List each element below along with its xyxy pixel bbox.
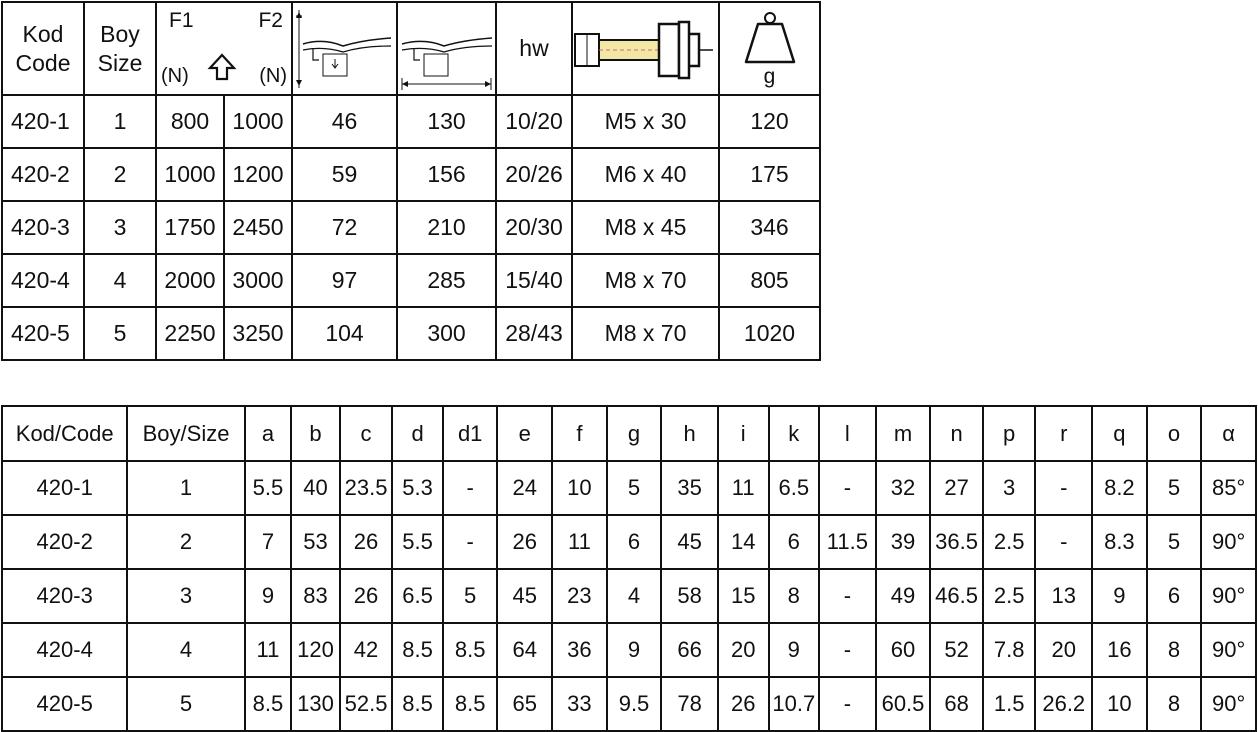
- table-cell: 10: [1092, 677, 1147, 731]
- table-cell: 40: [291, 461, 340, 515]
- table-cell: 11: [552, 515, 607, 569]
- table-cell: 800: [156, 95, 224, 148]
- table-cell: 45: [497, 569, 552, 623]
- table-cell: 85°: [1201, 461, 1256, 515]
- table-cell: 11: [718, 461, 769, 515]
- header-kod-code: [2, 2, 84, 95]
- column-header: d: [392, 406, 443, 461]
- table-cell: 1200: [224, 148, 292, 201]
- table-cell: 420-3: [2, 569, 127, 623]
- table-cell: 346: [719, 201, 820, 254]
- column-header: f: [552, 406, 607, 461]
- table-row: [2, 254, 820, 307]
- table-cell: 11.5: [819, 515, 876, 569]
- table-cell: 2: [84, 148, 156, 201]
- table-cell: 2450: [224, 201, 292, 254]
- table-cell: 2.5: [983, 515, 1036, 569]
- table-cell: 90°: [1201, 623, 1256, 677]
- header-f2-unit: (N): [259, 65, 287, 87]
- table-cell: 300: [397, 307, 496, 360]
- header-kod: Kod: [22, 20, 64, 47]
- dimensions-table: [1, 405, 1257, 732]
- table-cell: 16: [1092, 623, 1147, 677]
- table-cell: 420-2: [2, 515, 127, 569]
- table-cell: 14: [718, 515, 769, 569]
- column-header: p: [983, 406, 1036, 461]
- table-cell: 1000: [224, 95, 292, 148]
- table-cell: 8.5: [443, 677, 498, 731]
- table-cell: 9.5: [607, 677, 662, 731]
- header-boy: Boy: [100, 20, 140, 47]
- table-cell: 52.5: [340, 677, 393, 731]
- table-cell: 5.3: [392, 461, 443, 515]
- table-cell: 26: [340, 569, 393, 623]
- table-cell: 90°: [1201, 677, 1256, 731]
- table-cell: 45: [661, 515, 718, 569]
- table-cell: 27: [930, 461, 983, 515]
- table-cell: 3250: [224, 307, 292, 360]
- table-cell: 36.5: [930, 515, 983, 569]
- table-cell: 420-2: [2, 148, 84, 201]
- bolt-icon: [572, 2, 719, 95]
- table-cell: 20: [718, 623, 769, 677]
- table-cell: 66: [661, 623, 718, 677]
- table-cell: 10: [552, 461, 607, 515]
- weight-icon: [719, 2, 820, 95]
- table-cell: 6.5: [392, 569, 443, 623]
- clamp-height-diagram-icon: [292, 2, 397, 95]
- table-cell: 10.7: [769, 677, 820, 731]
- table-cell: 52: [930, 623, 983, 677]
- table-cell: 7: [245, 515, 292, 569]
- table-cell: 26: [718, 677, 769, 731]
- table-cell: 420-4: [2, 254, 84, 307]
- table-cell: 23.5: [340, 461, 393, 515]
- table-cell: 8.5: [443, 623, 498, 677]
- table-cell: 59: [292, 148, 397, 201]
- table-cell: 420-3: [2, 201, 84, 254]
- column-header: e: [497, 406, 552, 461]
- table-cell: 15: [718, 569, 769, 623]
- table-cell: 8.5: [392, 623, 443, 677]
- table-cell: 4: [84, 254, 156, 307]
- table-row: [2, 95, 820, 148]
- table-cell: -: [819, 569, 876, 623]
- header-f2: F2: [258, 9, 283, 32]
- table-cell: 5: [1147, 461, 1202, 515]
- column-header: q: [1092, 406, 1147, 461]
- table-row: [2, 148, 820, 201]
- table-cell: 13: [1035, 569, 1092, 623]
- table-cell: 9: [769, 623, 820, 677]
- table-cell: 60: [876, 623, 931, 677]
- column-header: c: [340, 406, 393, 461]
- column-header: g: [607, 406, 662, 461]
- table-header-row: [2, 2, 820, 95]
- table-cell: 78: [661, 677, 718, 731]
- column-header: a: [245, 406, 292, 461]
- header-f1: F1: [169, 9, 194, 32]
- table-cell: 8.2: [1092, 461, 1147, 515]
- table-cell: 130: [291, 677, 340, 731]
- table-header-row: [2, 406, 1256, 461]
- arrow-up-outline-icon: [207, 52, 237, 88]
- table-cell: 420-5: [2, 307, 84, 360]
- table-cell: 1: [127, 461, 244, 515]
- header-boy-size: [84, 2, 156, 95]
- table-cell: 156: [397, 148, 496, 201]
- column-header: Kod/Code: [2, 406, 127, 461]
- table-cell: 3000: [224, 254, 292, 307]
- table-cell: 11: [245, 623, 292, 677]
- table-cell: 90°: [1201, 515, 1256, 569]
- column-header: o: [1147, 406, 1202, 461]
- column-header: m: [876, 406, 931, 461]
- table-cell: 2.5: [983, 569, 1036, 623]
- table-cell: 420-5: [2, 677, 127, 731]
- table-cell: 58: [661, 569, 718, 623]
- table-cell: 53: [291, 515, 340, 569]
- table-cell: 20/26: [496, 148, 572, 201]
- table-cell: -: [443, 515, 498, 569]
- table-cell: 1.5: [983, 677, 1036, 731]
- table-cell: 9: [607, 623, 662, 677]
- table-cell: 35: [661, 461, 718, 515]
- table-cell: 8.5: [392, 677, 443, 731]
- table-cell: -: [1035, 515, 1092, 569]
- table-cell: 805: [719, 254, 820, 307]
- table-cell: 26: [497, 515, 552, 569]
- table-cell: 20: [1035, 623, 1092, 677]
- table-cell: -: [819, 677, 876, 731]
- table-cell: 46.5: [930, 569, 983, 623]
- table-cell: 9: [245, 569, 292, 623]
- table-cell: 5: [1147, 515, 1202, 569]
- table-cell: 26.2: [1035, 677, 1092, 731]
- column-header: α: [1201, 406, 1256, 461]
- table-cell: 104: [292, 307, 397, 360]
- table-cell: 285: [397, 254, 496, 307]
- header-g: g: [763, 64, 776, 88]
- table-cell: 9: [1092, 569, 1147, 623]
- table-cell: 46: [292, 95, 397, 148]
- table-row: [2, 569, 1256, 623]
- table-cell: 5.5: [392, 515, 443, 569]
- header-force: [156, 2, 292, 95]
- table-cell: -: [443, 461, 498, 515]
- table-cell: 175: [719, 148, 820, 201]
- table-cell: 36: [552, 623, 607, 677]
- table-cell: 20/30: [496, 201, 572, 254]
- table-cell: 5: [84, 307, 156, 360]
- table-cell: 420-1: [2, 95, 84, 148]
- table-cell: 15/40: [496, 254, 572, 307]
- column-header: n: [930, 406, 983, 461]
- column-header: Boy/Size: [127, 406, 244, 461]
- table-cell: 120: [291, 623, 340, 677]
- column-header: l: [819, 406, 876, 461]
- table-cell: 5: [443, 569, 498, 623]
- column-header: b: [291, 406, 340, 461]
- table-cell: 6: [1147, 569, 1202, 623]
- table-cell: 64: [497, 623, 552, 677]
- table-cell: 72: [292, 201, 397, 254]
- table-cell: 2250: [156, 307, 224, 360]
- table-cell: 420-4: [2, 623, 127, 677]
- column-header: k: [769, 406, 820, 461]
- table-cell: 2: [127, 515, 244, 569]
- table-cell: 24: [497, 461, 552, 515]
- table-cell: 5: [127, 677, 244, 731]
- header-hw: hw: [496, 2, 572, 95]
- table-cell: 3: [84, 201, 156, 254]
- table-cell: 33: [552, 677, 607, 731]
- table-cell: 23: [552, 569, 607, 623]
- table-cell: 39: [876, 515, 931, 569]
- table-row: [2, 677, 1256, 731]
- table-cell: 3: [127, 569, 244, 623]
- table-cell: 2000: [156, 254, 224, 307]
- table-cell: 4: [607, 569, 662, 623]
- table-cell: 32: [876, 461, 931, 515]
- table-cell: 90°: [1201, 569, 1256, 623]
- table-cell: 120: [719, 95, 820, 148]
- header-size: Size: [97, 49, 143, 76]
- table-cell: 1750: [156, 201, 224, 254]
- table-cell: 8: [1147, 677, 1202, 731]
- table-cell: 210: [397, 201, 496, 254]
- table-cell: 97: [292, 254, 397, 307]
- table-cell: 6.5: [769, 461, 820, 515]
- table-cell: 1020: [719, 307, 820, 360]
- table-cell: 83: [291, 569, 340, 623]
- table-cell: 1: [84, 95, 156, 148]
- table-row: [2, 623, 1256, 677]
- table-cell: 26: [340, 515, 393, 569]
- table-cell: 3: [983, 461, 1036, 515]
- table-cell: 130: [397, 95, 496, 148]
- table-cell: 7.8: [983, 623, 1036, 677]
- table-cell: -: [819, 623, 876, 677]
- table-cell: 6: [769, 515, 820, 569]
- column-header: r: [1035, 406, 1092, 461]
- table-row: [2, 307, 820, 360]
- table-cell: 5: [607, 461, 662, 515]
- table-cell: -: [1035, 461, 1092, 515]
- table-cell: 8.5: [245, 677, 292, 731]
- column-header: i: [718, 406, 769, 461]
- table-cell: 49: [876, 569, 931, 623]
- table-row: [2, 461, 1256, 515]
- table-cell: M8 x 70: [572, 254, 719, 307]
- clamp-spec-table: [1, 1, 821, 361]
- table-cell: 8: [769, 569, 820, 623]
- column-header: h: [661, 406, 718, 461]
- table-cell: 6: [607, 515, 662, 569]
- table-cell: 65: [497, 677, 552, 731]
- table-cell: 8.3: [1092, 515, 1147, 569]
- table-cell: 8: [1147, 623, 1202, 677]
- table-row: [2, 201, 820, 254]
- table-cell: 10/20: [496, 95, 572, 148]
- table-cell: 1000: [156, 148, 224, 201]
- table-cell: 68: [930, 677, 983, 731]
- table-cell: M8 x 70: [572, 307, 719, 360]
- table-cell: 60.5: [876, 677, 931, 731]
- table-cell: 4: [127, 623, 244, 677]
- table-cell: 5.5: [245, 461, 292, 515]
- table-row: [2, 515, 1256, 569]
- table-cell: 28/43: [496, 307, 572, 360]
- table-cell: 42: [340, 623, 393, 677]
- header-code: Code: [15, 49, 71, 76]
- header-f1-unit: (N): [161, 65, 189, 87]
- table-cell: M5 x 30: [572, 95, 719, 148]
- table-cell: 420-1: [2, 461, 127, 515]
- column-header: d1: [443, 406, 498, 461]
- clamp-width-diagram-icon: [397, 2, 496, 95]
- table-cell: -: [819, 461, 876, 515]
- table-cell: M8 x 45: [572, 201, 719, 254]
- table-cell: M6 x 40: [572, 148, 719, 201]
